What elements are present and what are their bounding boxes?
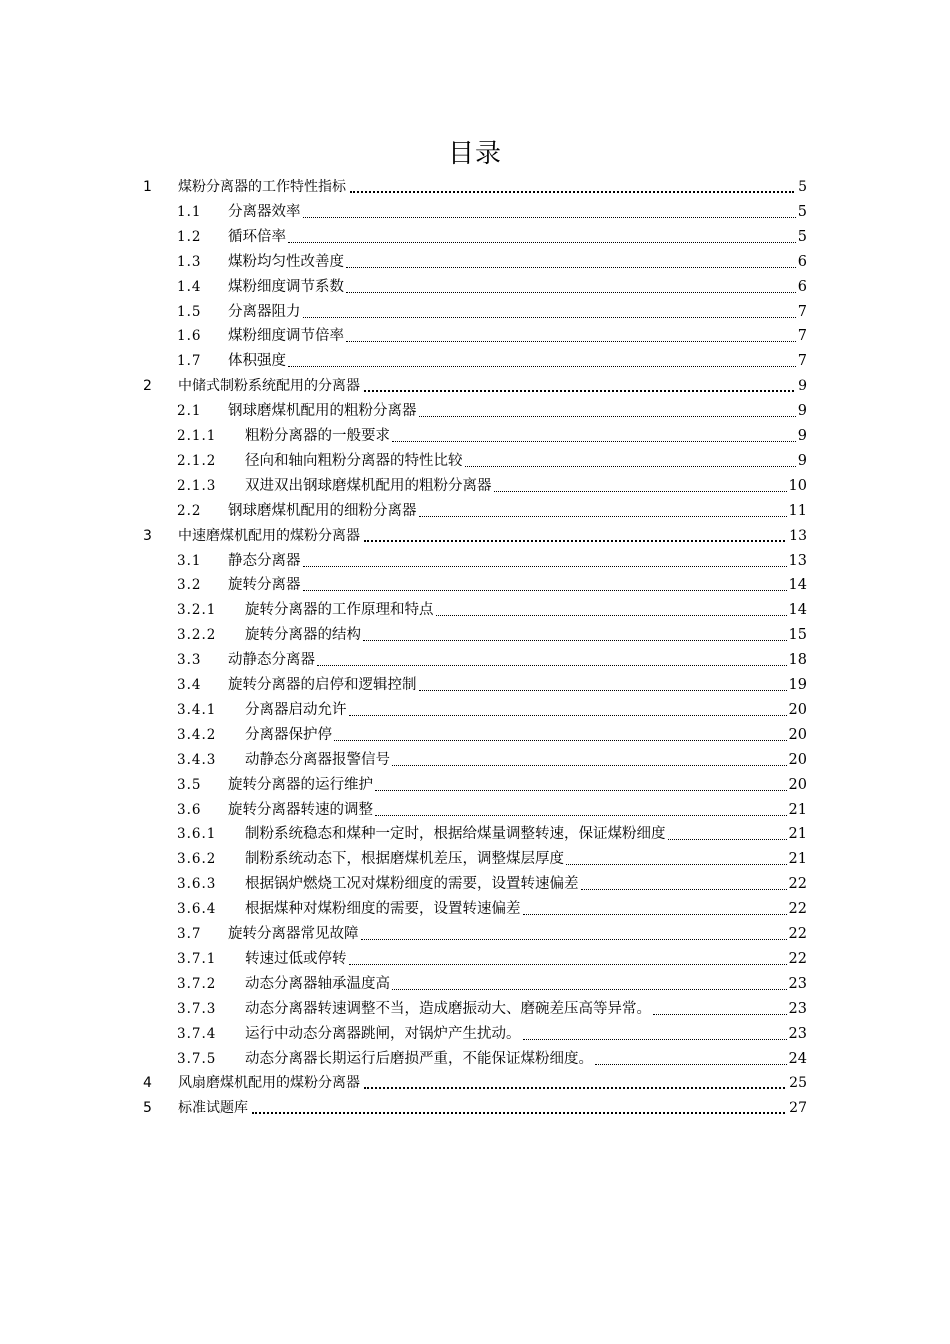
toc-entry-title: 动态分离器转速调整不当，造成磨振动大、磨碗差压高等异常。: [245, 1000, 651, 1017]
toc-entry-title: 中速磨煤机配用的煤粉分离器: [178, 527, 360, 544]
toc-entry-title: 动态分离器轴承温度高: [245, 975, 390, 992]
toc-entry[interactable]: [0, 225, 950, 249]
toc-entry-page-number: 14: [788, 577, 807, 594]
toc-entry-page-number: 18: [788, 652, 807, 669]
toc-entry-title: 旋转分离器的工作原理和特点: [245, 602, 434, 619]
toc-entry-number: 5: [143, 1100, 152, 1117]
toc-entry-page-number: 21: [788, 826, 807, 843]
toc-entry-number: 3.4.3: [177, 751, 217, 768]
toc-entry-page-number: 23: [788, 975, 807, 992]
toc-entry-page-number: 11: [788, 502, 807, 519]
toc-entry-page-number: 14: [788, 602, 807, 619]
toc-entry-number: 3.1: [177, 552, 202, 569]
toc-entry-title: 旋转分离器的启停和逻辑控制: [228, 677, 417, 693]
toc-entry-page-number: 19: [788, 677, 807, 693]
toc-entry-page-number: 21: [788, 801, 807, 818]
toc-entry-page-number: 10: [788, 477, 807, 494]
dot-leader: [349, 962, 787, 965]
dot-leader: [363, 638, 787, 641]
toc-entry-title: 双进双出钢球磨煤机配用的粗粉分离器: [245, 477, 492, 494]
dot-leader: [349, 713, 787, 716]
toc-entry-number: 1.2: [177, 228, 202, 245]
dot-leader: [375, 788, 787, 791]
toc-entry[interactable]: [0, 748, 950, 772]
dot-leader: [317, 663, 787, 666]
toc-entry[interactable]: [0, 897, 950, 921]
toc-entry-page-number: 22: [788, 926, 807, 942]
toc-entry[interactable]: [0, 1096, 950, 1120]
toc-entry-number: 3.7.5: [177, 1050, 217, 1067]
toc-entry-title: 分离器启动允许: [245, 701, 347, 718]
toc-entry[interactable]: [0, 449, 950, 473]
toc-entry-title: 煤粉细度调节倍率: [228, 328, 344, 345]
toc-entry-number: 3.4: [177, 677, 202, 693]
toc-entry[interactable]: [0, 872, 950, 896]
toc-entry[interactable]: [0, 773, 950, 797]
toc-entry-title: 径向和轴向粗粉分离器的特性比较: [245, 452, 463, 469]
toc-entry-number: 3.6.2: [177, 851, 217, 868]
dot-leader: [419, 414, 796, 417]
toc-entry-number: 1.1: [177, 203, 202, 220]
toc-entry-page-number: 15: [788, 627, 807, 644]
dot-leader: [252, 1110, 785, 1114]
toc-entry-number: 1: [143, 179, 152, 195]
dot-leader: [364, 388, 794, 392]
toc-entry-number: 3.6.4: [177, 901, 217, 918]
toc-entry[interactable]: [0, 723, 950, 747]
dot-leader: [668, 837, 787, 840]
toc-entry[interactable]: [0, 324, 950, 348]
toc-entry[interactable]: [0, 822, 950, 846]
dot-leader: [581, 887, 787, 890]
toc-entry-number: 2.1: [177, 403, 202, 420]
toc-entry-page-number: 20: [788, 701, 807, 718]
dot-leader: [375, 813, 787, 816]
toc-entry-title: 旋转分离器的结构: [245, 627, 361, 644]
toc-entry[interactable]: [0, 598, 950, 622]
toc-entry[interactable]: [0, 474, 950, 498]
dot-leader: [566, 862, 787, 865]
toc-entry-page-number: 7: [797, 328, 807, 345]
toc-entry-number: 2: [143, 378, 152, 395]
toc-entry-number: 1.3: [177, 253, 202, 270]
dot-leader: [595, 1062, 787, 1065]
toc-entry-page-number: 6: [797, 253, 807, 270]
dot-leader: [361, 937, 787, 940]
toc-entry-page-number: 9: [798, 378, 807, 395]
toc-entry-page-number: 22: [788, 950, 807, 967]
toc-entry-page-number: 20: [788, 726, 807, 743]
toc-entry-title: 中储式制粉系统配用的分离器: [178, 378, 360, 395]
toc-entry-page-number: 9: [797, 428, 807, 444]
toc-entry-title: 标准试题库: [178, 1100, 248, 1117]
toc-entry-title: 旋转分离器: [228, 577, 301, 594]
toc-entry-title: 转速过低或停转: [245, 950, 347, 967]
toc-entry[interactable]: [0, 374, 950, 398]
toc-entry-number: 3.2: [177, 577, 202, 594]
toc-entry[interactable]: [0, 524, 950, 548]
toc-entry-title: 钢球磨煤机配用的细粉分离器: [228, 502, 417, 519]
toc-entry[interactable]: [0, 275, 950, 299]
toc-entry[interactable]: [0, 399, 950, 423]
dot-leader: [465, 464, 796, 467]
toc-entry-title: 循环倍率: [228, 228, 286, 245]
toc-entry-number: 3.2.1: [177, 602, 217, 619]
toc-entry[interactable]: [0, 200, 950, 224]
dot-leader: [653, 1012, 787, 1015]
toc-entry[interactable]: [0, 1071, 950, 1095]
toc-entry[interactable]: [0, 250, 950, 274]
dot-leader: [303, 215, 796, 218]
toc-entry-number: 3.7.2: [177, 975, 217, 992]
dot-leader: [494, 489, 787, 492]
toc-entry-title: 分离器保护停: [245, 726, 332, 743]
toc-entry-title: 钢球磨煤机配用的粗粉分离器: [228, 403, 417, 420]
dot-leader: [392, 987, 787, 990]
toc-entry[interactable]: [0, 349, 950, 373]
toc-entry-title: 分离器效率: [228, 203, 301, 220]
toc-entry-number: 3: [143, 527, 152, 544]
toc-entry-page-number: 7: [797, 353, 807, 370]
toc-entry[interactable]: [0, 947, 950, 971]
toc-entry-page-number: 5: [797, 203, 807, 220]
toc-entry-number: 3.4.2: [177, 726, 217, 743]
toc-entry-page-number: 22: [788, 901, 807, 918]
toc-entry-title: 旋转分离器常见故障: [228, 926, 359, 942]
toc-entry-number: 3.6.3: [177, 876, 217, 893]
toc-entry-page-number: 9: [797, 452, 807, 469]
toc-entry[interactable]: [0, 175, 950, 199]
toc-entry-number: 3.4.1: [177, 701, 217, 718]
toc-entry-title: 根据锅炉燃烧工况对煤粉细度的需要，设置转速偏差: [245, 876, 579, 893]
dot-leader: [288, 364, 796, 367]
toc-entry-page-number: 27: [789, 1100, 807, 1117]
toc-entry[interactable]: [0, 698, 950, 722]
toc-entry[interactable]: [0, 623, 950, 647]
toc-entry-page-number: 23: [788, 1025, 807, 1042]
toc-entry-page-number: 24: [788, 1050, 807, 1067]
dot-leader: [392, 763, 787, 766]
toc-entry-page-number: 5: [798, 179, 807, 195]
toc-entry-number: 1.5: [177, 303, 202, 320]
toc-entry-title: 静态分离器: [228, 552, 301, 569]
toc-entry-page-number: 5: [797, 228, 807, 245]
toc-entry-title: 旋转分离器转速的调整: [228, 801, 373, 818]
toc-entry[interactable]: [0, 847, 950, 871]
toc-entry-page-number: 25: [789, 1075, 807, 1092]
toc-entry-number: 3.7.3: [177, 1000, 217, 1017]
dot-leader: [392, 439, 796, 442]
dot-leader: [303, 564, 787, 567]
dot-leader: [523, 912, 787, 915]
toc-entry-title: 制粉系统动态下，根据磨煤机差压，调整煤层厚度: [245, 851, 564, 868]
toc-entry-number: 3.7.1: [177, 950, 217, 967]
toc-entry-title: 煤粉分离器的工作特性指标: [178, 179, 346, 195]
toc-entry-number: 2.1.3: [177, 477, 217, 494]
toc-entry-number: 3.3: [177, 652, 202, 669]
toc-entry-title: 煤粉细度调节系数: [228, 278, 344, 295]
toc-entry-title: 旋转分离器的运行维护: [228, 776, 373, 793]
toc-entry-number: 3.2.2: [177, 627, 217, 644]
toc-entry-number: 2.2: [177, 502, 202, 519]
toc-entry-number: 1.7: [177, 353, 202, 370]
dot-leader: [303, 315, 796, 318]
toc-entry[interactable]: [0, 573, 950, 597]
toc-entry-page-number: 9: [797, 403, 807, 420]
toc-entry[interactable]: [0, 1047, 950, 1071]
dot-leader: [523, 1037, 787, 1040]
toc-entry[interactable]: [0, 922, 950, 946]
toc-entry-number: 3.7.4: [177, 1025, 217, 1042]
dot-leader: [350, 189, 794, 193]
toc-entry-number: 1.4: [177, 278, 202, 295]
toc-entry-page-number: 13: [789, 527, 807, 544]
dot-leader: [346, 339, 796, 342]
toc-entry-page-number: 22: [788, 876, 807, 893]
toc-entry[interactable]: [0, 424, 950, 448]
toc-entry-page-number: 7: [797, 303, 807, 320]
toc-entry[interactable]: [0, 648, 950, 672]
toc-entry-title: 煤粉均匀性改善度: [228, 253, 344, 270]
toc-entry-title: 动静态分离器报警信号: [245, 751, 390, 768]
toc-entry[interactable]: [0, 673, 950, 697]
toc-entry-number: 3.6.1: [177, 826, 217, 843]
toc-entry-number: 3.5: [177, 776, 202, 793]
toc-title: 目录: [447, 139, 502, 169]
toc-entry[interactable]: [0, 300, 950, 324]
toc-entry[interactable]: [0, 997, 950, 1021]
toc-entry-title: 根据煤种对煤粉细度的需要，设置转速偏差: [245, 901, 521, 918]
dot-leader: [419, 514, 787, 517]
dot-leader: [346, 290, 796, 293]
dot-leader: [364, 1085, 785, 1089]
toc-entry-number: 2.1.2: [177, 452, 217, 469]
toc-entry-number: 3.6: [177, 801, 202, 818]
toc-entry-title: 粗粉分离器的一般要求: [245, 428, 390, 444]
dot-leader: [288, 240, 796, 243]
toc-entry[interactable]: [0, 1022, 950, 1046]
toc-entry-page-number: 21: [788, 851, 807, 868]
toc-entry[interactable]: [0, 972, 950, 996]
toc-entry-page-number: 23: [788, 1000, 807, 1017]
toc-entry-title: 体积强度: [228, 353, 286, 370]
toc-entry-page-number: 20: [788, 776, 807, 793]
dot-leader: [419, 688, 787, 691]
toc-entry-title: 运行中动态分离器跳闸，对锅炉产生扰动。: [245, 1025, 521, 1042]
toc-entry-page-number: 13: [788, 552, 807, 569]
toc-entry-page-number: 20: [788, 751, 807, 768]
toc-entry-title: 风扇磨煤机配用的煤粉分离器: [178, 1075, 360, 1092]
toc-entry-page-number: 6: [797, 278, 807, 295]
toc-entry-title: 动态分离器长期运行后磨损严重，不能保证煤粉细度。: [245, 1050, 593, 1067]
toc-entry-title: 动静态分离器: [228, 652, 315, 669]
toc-entry[interactable]: [0, 549, 950, 573]
toc-entry-title: 制粉系统稳态和煤种一定时，根据给煤量调整转速，保证煤粉细度: [245, 826, 666, 843]
dot-leader: [346, 265, 796, 268]
toc-entry[interactable]: [0, 499, 950, 523]
dot-leader: [303, 588, 787, 591]
toc-entry-title: 分离器阻力: [228, 303, 301, 320]
toc-entry-number: 3.7: [177, 926, 202, 942]
toc-entry[interactable]: [0, 798, 950, 822]
toc-entry-number: 1.6: [177, 328, 202, 345]
toc-entry-number: 2.1.1: [177, 428, 217, 444]
toc-entry-number: 4: [143, 1075, 152, 1092]
dot-leader: [364, 538, 785, 542]
dot-leader: [334, 738, 787, 741]
dot-leader: [436, 613, 787, 616]
